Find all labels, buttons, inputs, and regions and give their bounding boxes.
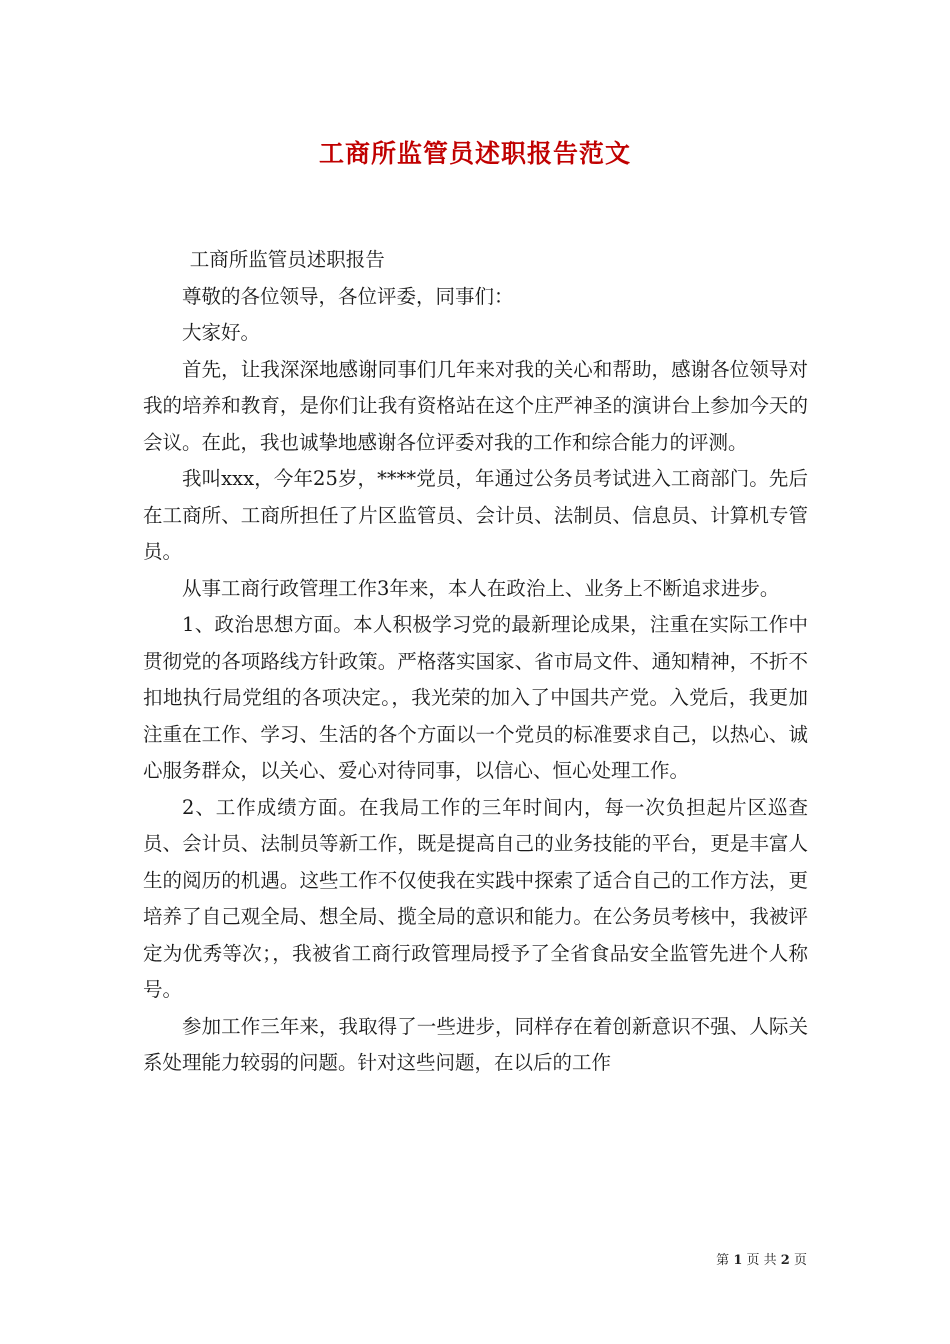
document-body	[143, 242, 808, 1082]
footer-middle: 页 共	[746, 1253, 777, 1268]
paragraph: 1、政治思想方面。本人积极学习党的最新理论成果，注重在实际工作中贯彻党的各项路线方针政策。严格落实国家、省市局文件、通知精神，不折不扣地执行局党组的各项决定。，我光荣的加入了中国共产党。入党后，我更加注重在工作、学习、生活的各个方面以一个党员的标准要求自己，以热心、诚心服务群众，以关心、爱心对待同事，以信心、恒心处理工作。	[143, 613, 808, 782]
page-number-footer	[716, 1249, 807, 1268]
paragraph: 参加工作三年来，我取得了一些进步，同样存在着创新意识不强、人际关系处理能力较弱的问题。针对这些问题，在以后的工作	[143, 1014, 808, 1074]
footer-current-page: 1	[733, 1253, 743, 1268]
paragraph: 2、工作成绩方面。在我局工作的三年时间内，每一次负担起片区巡查员、会计员、法制员等新工作，既是提高自己的业务技能的平台，更是丰富人生的阅历的机遇。这些工作不仅使我在实践中探索了适合自己的工作方法，更培养了自己观全局、想全局、揽全局的意识和能力。在公务员考核中，我被评定为优秀等次；，我被省工商行政管理局授予了全省食品安全监管先进个人称号。	[143, 795, 808, 1001]
footer-prefix: 第	[716, 1253, 730, 1268]
paragraph-greeting: 大家好。	[182, 321, 261, 344]
footer-total-pages: 2	[780, 1253, 790, 1268]
footer-suffix: 页	[793, 1253, 807, 1268]
paragraph: 我叫xxx，今年25岁，****党员，年通过公务员考试进入工商部门。先后在工商所、工商所担任了片区监管员、会计员、法制员、信息员、计算机专管员。	[143, 467, 808, 563]
paragraph: 首先，让我深深地感谢同事们几年来对我的关心和帮助，感谢各位领导对我的培养和教育，是你们让我有资格站在这个庄严神圣的演讲台上参加今天的会议。在此，我也诚挚地感谢各位评委对我的工作和综合能力的评测。	[143, 357, 808, 454]
paragraph-subtitle: 工商所监管员述职报告	[189, 248, 385, 271]
page-title: 工商所监管员述职报告范文	[318, 139, 631, 168]
paragraph-salutation: 尊敬的各位领导，各位评委，同事们：	[182, 284, 514, 308]
paragraph: 从事工商行政管理工作3年来，本人在政治上、业务上不断追求进步。	[182, 576, 780, 600]
